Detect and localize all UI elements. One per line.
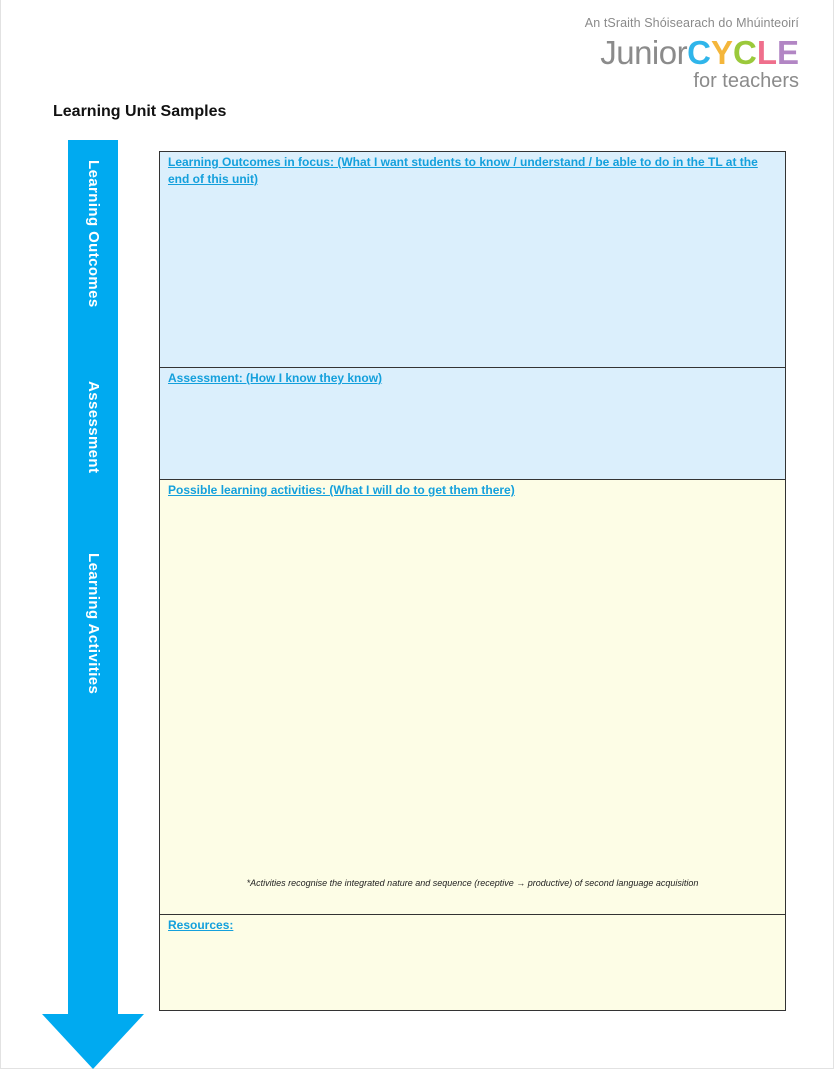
logo-cycle-letter: E (776, 34, 799, 71)
junior-cycle-logo (585, 16, 799, 93)
logo-cycle-text (687, 34, 799, 71)
arrow-label-outcomes: Learning Outcomes (85, 160, 102, 308)
logo-cycle-letter: L (756, 34, 777, 71)
logo-wordmark (585, 34, 799, 72)
arrow-label-activities: Learning Activities (85, 553, 102, 695)
activities-footnote: *Activities recognise the integrated nature and sequence (receptive → productive) of second language acquisition (246, 878, 699, 888)
arrow-label-assessment: Assessment (85, 381, 102, 474)
learning-activities-box[interactable] (159, 479, 786, 915)
assessment-box[interactable] (159, 367, 786, 480)
page-title: Learning Unit Samples (53, 103, 227, 120)
learning-outcomes-heading: Learning Outcomes in focus: (What I want students to know / understand / be able to do in the TL at the end of this unit) (168, 155, 758, 186)
resources-box[interactable] (159, 914, 786, 1011)
assessment-heading: Assessment: (How I know they know) (168, 371, 383, 385)
logo-junior-text: Junior (600, 34, 688, 71)
logo-cycle-letter: Y (710, 34, 733, 71)
logo-subtitle: for teachers (693, 70, 799, 92)
learning-activities-heading: Possible learning activities: (What I will do to get them there) (168, 483, 515, 497)
logo-cycle-letter: C (687, 34, 711, 71)
down-arrow-icon (42, 1014, 144, 1069)
logo-cycle-letter: C (732, 34, 757, 71)
resources-heading: Resources: (168, 918, 234, 932)
learning-outcomes-box[interactable] (159, 151, 786, 368)
logo-irish-line: An tSraith Shóisearach do Mhúinteoirí (584, 16, 799, 30)
